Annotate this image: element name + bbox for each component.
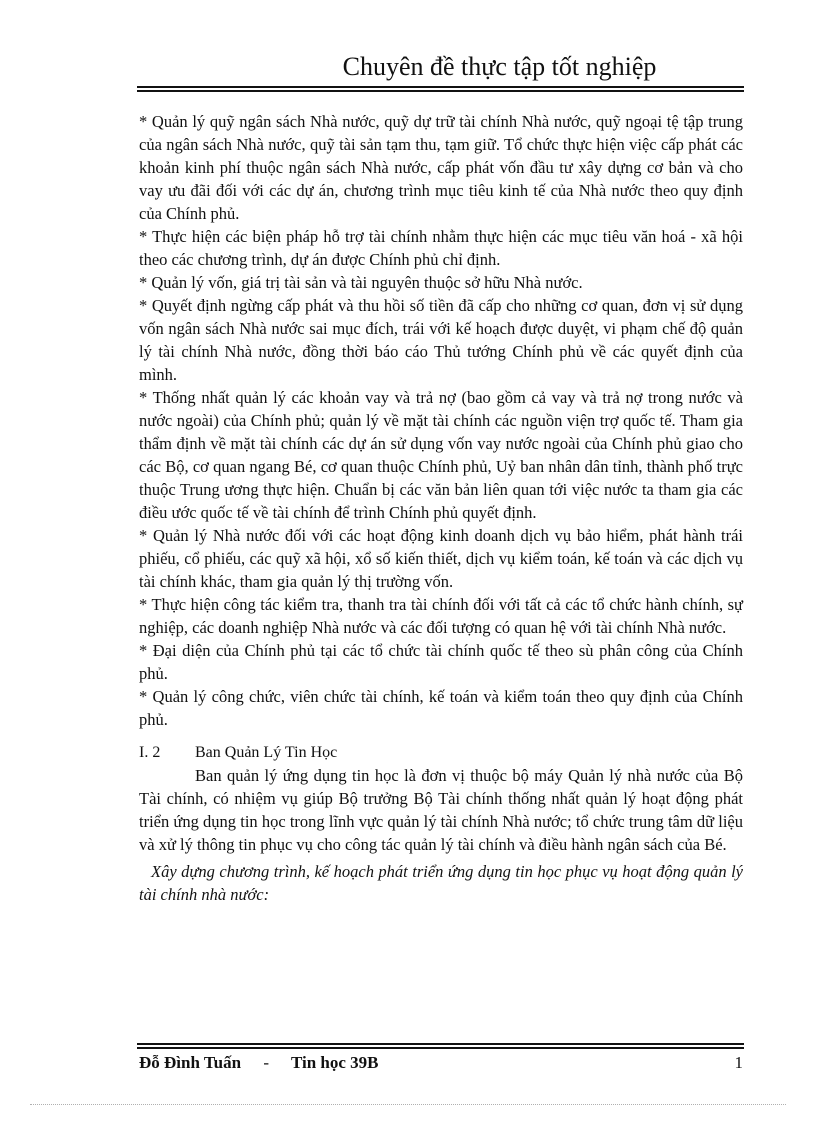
page-number: 1 <box>734 1053 743 1072</box>
footer-author: Đỗ Đình Tuấn <box>139 1053 242 1072</box>
paragraph-4: * Quyết định ngừng cấp phát và thu hồi số tiền đã cấp cho những cơ quan, đơn vị sử dụng vốn ngân sách Nhà nước sai mục đích, trái với kế hoạch được duyệt, vi phạm chế độ quản lý tài chính Nhà nước, đồng thời báo cáo Thủ tướng Chính phủ về các quyết định của mình. <box>139 296 743 384</box>
footer-class: Tin học 39B <box>290 1053 379 1072</box>
paragraph-7: * Thực hiện công tác kiểm tra, thanh tra tài chính đối với tất cả các tổ chức hành chính, sự nghiệp, các doanh nghiệp Nhà nước và các đối tượng có quan hệ với tài chính Nhà nước. <box>139 595 743 637</box>
paragraph-3: * Quản lý vốn, giá trị tài sản và tài nguyên thuộc sở hữu Nhà nước. <box>139 273 583 292</box>
paragraph-6: * Quản lý Nhà nước đối với các hoạt động kinh doanh dịch vụ bảo hiểm, phát hành trái phiếu, cổ phiếu, các quỹ xã hội, xổ số kiến thiết, dịch vụ kiểm toán, kế toán và các dịch vụ tài chính khác, tham gia quản lý thị trường vốn. <box>139 526 743 591</box>
section-title: Ban Quản Lý Tin Học <box>195 744 338 761</box>
paragraph-8: * Đại diện của Chính phủ tại các tổ chức tài chính quốc tế theo sù phân công của Chính phủ. <box>139 641 743 683</box>
header-rule-bottom <box>137 90 744 92</box>
footer-rule-top <box>137 1043 744 1045</box>
section-italic-line: Xây dựng chương trình, kế hoạch phát triển ứng dụng tin học phục vụ hoạt động quản lý tài chính nhà nước: <box>139 862 743 904</box>
section-intro: Ban quản lý ứng dụng tin học là đơn vị thuộc bộ máy Quản lý nhà nước của Bộ Tài chính, có nhiệm vụ giúp Bộ trưởng Bộ Tài chính thống nhất quản lý hoạt động phát triển ứng dụng tin học trong lĩnh vực quản lý tài chính Nhà nước; tổ chức trung tâm dữ liệu và xử lý thông tin phục vụ cho công tác quản lý tài chính và điều hành ngân sách của Bé. <box>139 766 743 854</box>
page-footer <box>139 1052 743 1074</box>
paragraph-2: * Thực hiện các biện pháp hỗ trợ tài chính nhằm thực hiện các mục tiêu văn hoá - xã hội theo các chương trình, dự án được Chính phủ chỉ định. <box>139 227 743 269</box>
header-rule-top <box>137 86 744 88</box>
section-number: I. 2 <box>139 744 161 761</box>
document-body <box>139 110 743 906</box>
page-break-dotted-line <box>30 1104 786 1105</box>
footer-rule-bottom <box>137 1047 744 1049</box>
paragraph-1: * Quản lý quỹ ngân sách Nhà nước, quỹ dự trữ tài chính Nhà nước, quỹ ngoại tệ tập trung của ngân sách Nhà nước, quỹ tài sản tạm thu, tạm giữ. Tổ chức thực hiện việc cấp phát các khoản kinh phí thuộc ngân sách Nhà nước, cấp phát vốn đầu tư xây dựng cơ bản và cho vay ưu đãi đối với các dự án, chương trình mục tiêu kinh tế của Nhà nước theo quy định của Chính phủ. <box>139 112 743 223</box>
paragraph-9: * Quản lý công chức, viên chức tài chính, kế toán và kiểm toán theo quy định của Chính phủ. <box>139 687 743 729</box>
page-header-title: Chuyên đề thực tập tốt nghiệp <box>342 52 657 81</box>
paragraph-5: * Thống nhất quản lý các khoản vay và trả nợ (bao gồm cả vay và trả nợ trong nước và nước ngoài) của Chính phủ; quản lý về mặt tài chính các nguồn viện trợ quốc tế. Tham gia thẩm định về mặt tài chính các dự án sử dụng vốn vay nước ngoài của Chính phủ giao cho các Bộ, cơ quan ngang Bé, cơ quan thuộc Chính phủ, Uỷ ban nhân dân tỉnh, thành phố trực thuộc Trung ương thực hiện. Chuẩn bị các văn bản liên quan tới việc nước ta tham gia các điều ước quốc tế về tài chính để trình Chính phủ quyết định. <box>139 388 743 522</box>
section-heading <box>139 741 743 764</box>
footer-separator: - <box>263 1053 269 1072</box>
